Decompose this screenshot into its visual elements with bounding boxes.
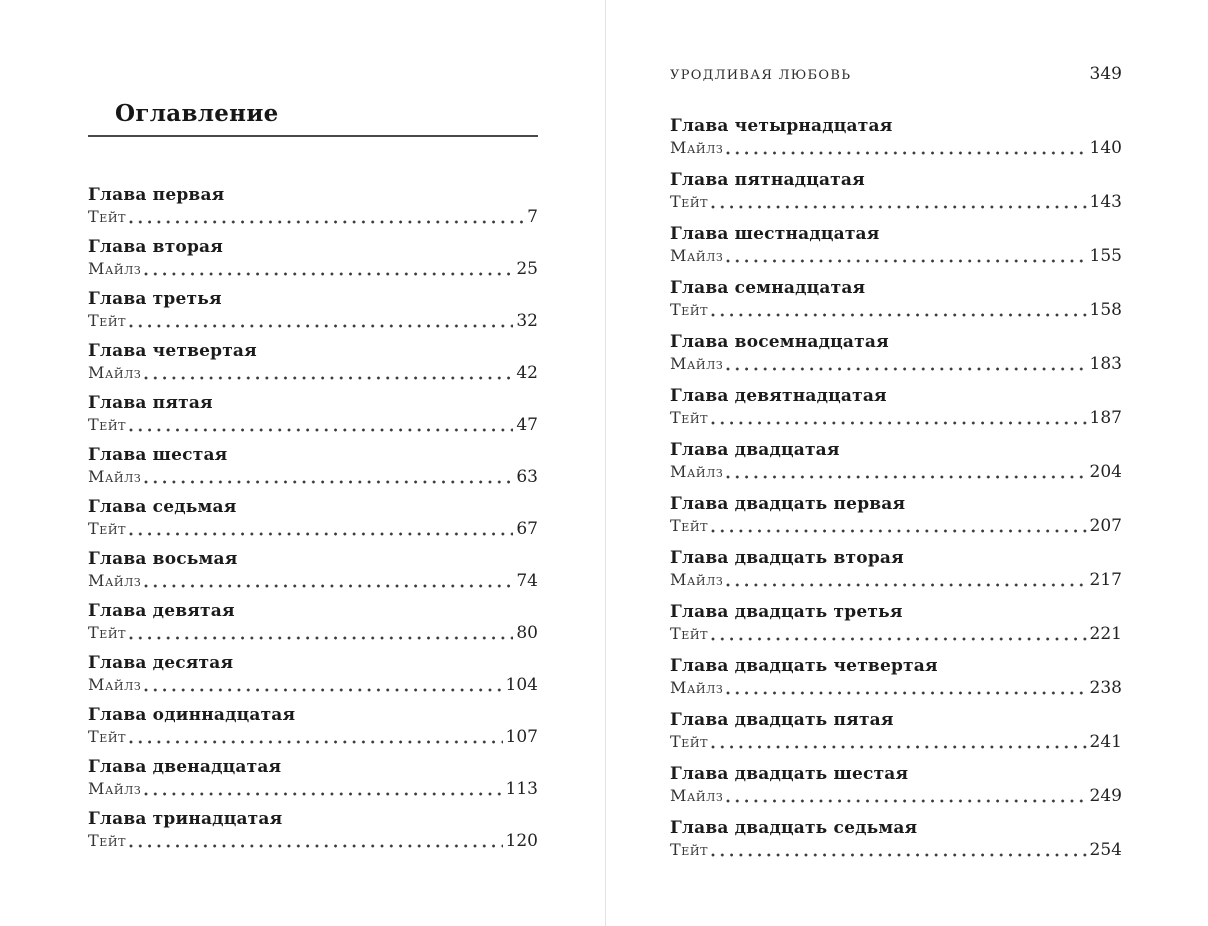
dot-leader — [726, 249, 1086, 267]
page-divider — [605, 0, 606, 926]
left-page — [88, 0, 538, 860]
toc-entry-line — [670, 623, 1122, 645]
toc-entry — [670, 385, 1122, 429]
toc-entry-chapter: Глава восемнадцатая — [670, 332, 889, 352]
toc-title: Оглавление — [115, 100, 279, 127]
toc-entry-page-number: 32 — [516, 311, 538, 331]
toc-entry-chapter: Глава двадцать четвертая — [670, 656, 938, 676]
toc-entry — [88, 392, 538, 436]
toc-entry — [670, 223, 1122, 267]
toc-entry-name: Тейт — [670, 192, 709, 211]
toc-entry-line — [88, 206, 538, 228]
toc-entry-line — [670, 569, 1122, 591]
toc-entry-line — [88, 674, 538, 696]
toc-entry-chapter: Глава девятая — [88, 601, 235, 621]
toc-entry-name: Тейт — [670, 516, 709, 535]
dot-leader — [129, 418, 513, 436]
toc-entry-chapter: Глава двадцать пятая — [670, 710, 894, 730]
dot-leader — [711, 195, 1087, 213]
toc-entry-line — [88, 726, 538, 748]
toc-entry-line — [88, 414, 538, 436]
toc-entry-name: Майлз — [670, 570, 724, 589]
toc-entry-chapter: Глава двадцать шестая — [670, 764, 909, 784]
toc-entry — [88, 756, 538, 800]
toc-entry — [670, 277, 1122, 321]
toc-entry-page-number: 67 — [516, 519, 538, 539]
toc-entry — [670, 493, 1122, 537]
running-title: УРОДЛИВАЯ ЛЮБОВЬ — [670, 68, 852, 83]
dot-leader — [129, 522, 513, 540]
toc-entry-line — [88, 310, 538, 332]
toc-entry-name: Тейт — [88, 311, 127, 330]
dot-leader — [711, 627, 1087, 645]
toc-entry-line — [670, 785, 1122, 807]
toc-entry-name: Тейт — [88, 415, 127, 434]
toc-entry-page-number: 80 — [516, 623, 538, 643]
toc-entry-chapter: Глава одиннадцатая — [88, 705, 296, 725]
toc-entry-name: Тейт — [670, 300, 709, 319]
toc-entry — [88, 704, 538, 748]
dot-leader — [726, 141, 1086, 159]
toc-entry — [88, 808, 538, 852]
toc-entry — [88, 652, 538, 696]
toc-entry-line — [670, 245, 1122, 267]
toc-entry-name: Тейт — [88, 727, 127, 746]
toc-entry-name: Майлз — [670, 462, 724, 481]
toc-entry-line — [670, 407, 1122, 429]
dot-leader — [726, 357, 1086, 375]
toc-entry-name: Майлз — [670, 246, 724, 265]
toc-entries-left — [88, 184, 538, 852]
toc-entry-page-number: 143 — [1089, 192, 1122, 212]
toc-entry — [670, 817, 1122, 861]
toc-entries-right — [670, 115, 1122, 861]
toc-entry — [670, 331, 1122, 375]
toc-entry — [670, 115, 1122, 159]
toc-entry-name: Майлз — [88, 259, 142, 278]
toc-entry — [88, 444, 538, 488]
toc-entry-name: Тейт — [88, 519, 127, 538]
toc-entry-page-number: 221 — [1089, 624, 1122, 644]
toc-entry — [88, 600, 538, 644]
toc-entry-page-number: 47 — [516, 415, 538, 435]
toc-entry — [670, 655, 1122, 699]
dot-leader — [129, 834, 503, 852]
dot-leader — [711, 735, 1087, 753]
dot-leader — [144, 470, 513, 488]
toc-entry-page-number: 104 — [505, 675, 538, 695]
toc-entry-page-number: 238 — [1089, 678, 1122, 698]
dot-leader — [144, 782, 502, 800]
right-page — [670, 0, 1122, 871]
toc-entry-name: Майлз — [88, 467, 142, 486]
dot-leader — [726, 573, 1086, 591]
toc-entry-name: Майлз — [88, 571, 142, 590]
toc-entry-line — [88, 466, 538, 488]
toc-entry-name: Тейт — [88, 207, 127, 226]
toc-entry-page-number: 74 — [516, 571, 538, 591]
toc-entry-line — [88, 518, 538, 540]
running-page-number: 349 — [1089, 64, 1122, 84]
dot-leader — [144, 574, 513, 592]
toc-entry-page-number: 42 — [516, 363, 538, 383]
toc-entry-chapter: Глава третья — [88, 289, 222, 309]
dot-leader — [726, 789, 1086, 807]
toc-entry-page-number: 63 — [516, 467, 538, 487]
toc-entry-line — [670, 731, 1122, 753]
dot-leader — [129, 210, 524, 228]
toc-entry-name: Майлз — [88, 363, 142, 382]
toc-title-rule — [88, 135, 538, 137]
dot-leader — [129, 730, 503, 748]
toc-entry-name: Майлз — [88, 675, 142, 694]
toc-entry-page-number: 7 — [527, 207, 538, 227]
toc-entry — [88, 548, 538, 592]
dot-leader — [711, 303, 1087, 321]
toc-entry-chapter: Глава двадцать третья — [670, 602, 903, 622]
toc-entry — [88, 236, 538, 280]
toc-entry-page-number: 207 — [1089, 516, 1122, 536]
toc-entry-page-number: 217 — [1089, 570, 1122, 590]
toc-entry-chapter: Глава двадцать вторая — [670, 548, 904, 568]
toc-entry-line — [88, 622, 538, 644]
toc-entry-name: Майлз — [670, 786, 724, 805]
toc-entry-line — [670, 515, 1122, 537]
toc-entry-page-number: 113 — [505, 779, 538, 799]
toc-entry-line — [88, 362, 538, 384]
toc-entry-page-number: 155 — [1089, 246, 1122, 266]
toc-entry — [88, 496, 538, 540]
toc-entry-chapter: Глава восьмая — [88, 549, 238, 569]
toc-entry-line — [88, 778, 538, 800]
toc-entry-page-number: 183 — [1089, 354, 1122, 374]
toc-entry-chapter: Глава двенадцатая — [88, 757, 282, 777]
toc-entry-name: Майлз — [88, 779, 142, 798]
toc-entry-chapter: Глава пятая — [88, 393, 213, 413]
toc-entry-line — [670, 299, 1122, 321]
dot-leader — [129, 314, 513, 332]
toc-entry-line — [88, 258, 538, 280]
toc-entry-name: Тейт — [670, 732, 709, 751]
toc-entry — [670, 709, 1122, 753]
dot-leader — [144, 366, 513, 384]
toc-entry-chapter: Глава шестнадцатая — [670, 224, 880, 244]
toc-entry-page-number: 107 — [505, 727, 538, 747]
toc-entry — [670, 439, 1122, 483]
toc-entry-chapter: Глава пятнадцатая — [670, 170, 865, 190]
toc-entry-line — [670, 137, 1122, 159]
toc-entry-chapter: Глава четвертая — [88, 341, 257, 361]
toc-entry — [670, 547, 1122, 591]
dot-leader — [726, 465, 1086, 483]
dot-leader — [129, 626, 513, 644]
toc-entry-chapter: Глава семнадцатая — [670, 278, 866, 298]
toc-entry-line — [670, 677, 1122, 699]
toc-entry-name: Майлз — [670, 354, 724, 373]
toc-entry-name: Майлз — [670, 678, 724, 697]
toc-entry — [88, 340, 538, 384]
toc-entry-line — [88, 570, 538, 592]
toc-entry-page-number: 140 — [1089, 138, 1122, 158]
dot-leader — [711, 411, 1087, 429]
toc-entry-chapter: Глава четырнадцатая — [670, 116, 893, 136]
toc-entry-name: Тейт — [88, 623, 127, 642]
toc-entry-chapter: Глава двадцать седьмая — [670, 818, 918, 838]
toc-entry-chapter: Глава двадцатая — [670, 440, 840, 460]
toc-entry-line — [670, 353, 1122, 375]
dot-leader — [726, 681, 1086, 699]
toc-entry-chapter: Глава первая — [88, 185, 225, 205]
running-head — [670, 64, 1122, 84]
dot-leader — [711, 843, 1087, 861]
toc-entry — [670, 169, 1122, 213]
toc-entry-chapter: Глава шестая — [88, 445, 228, 465]
toc-entry-name: Тейт — [670, 840, 709, 859]
toc-entry-line — [88, 830, 538, 852]
dot-leader — [144, 678, 502, 696]
toc-entry-name: Тейт — [670, 624, 709, 643]
toc-entry-chapter: Глава тринадцатая — [88, 809, 283, 829]
toc-entry-chapter: Глава вторая — [88, 237, 224, 257]
toc-entry-chapter: Глава двадцать первая — [670, 494, 906, 514]
toc-entry-name: Майлз — [670, 138, 724, 157]
toc-entry-line — [670, 839, 1122, 861]
toc-entry-page-number: 241 — [1089, 732, 1122, 752]
toc-entry-chapter: Глава девятнадцатая — [670, 386, 887, 406]
toc-entry-line — [670, 461, 1122, 483]
toc-entry-page-number: 254 — [1089, 840, 1122, 860]
toc-entry-page-number: 187 — [1089, 408, 1122, 428]
toc-entry-chapter: Глава седьмая — [88, 497, 237, 517]
dot-leader — [711, 519, 1087, 537]
toc-entry — [88, 288, 538, 332]
toc-entry-line — [670, 191, 1122, 213]
dot-leader — [144, 262, 513, 280]
toc-entry-page-number: 158 — [1089, 300, 1122, 320]
toc-entry-name: Тейт — [88, 831, 127, 850]
toc-entry-page-number: 249 — [1089, 786, 1122, 806]
toc-entry-page-number: 204 — [1089, 462, 1122, 482]
toc-entry — [670, 601, 1122, 645]
toc-entry — [88, 184, 538, 228]
toc-entry-chapter: Глава десятая — [88, 653, 234, 673]
toc-entry-name: Тейт — [670, 408, 709, 427]
toc-entry — [670, 763, 1122, 807]
toc-entry-page-number: 25 — [516, 259, 538, 279]
toc-entry-page-number: 120 — [505, 831, 538, 851]
